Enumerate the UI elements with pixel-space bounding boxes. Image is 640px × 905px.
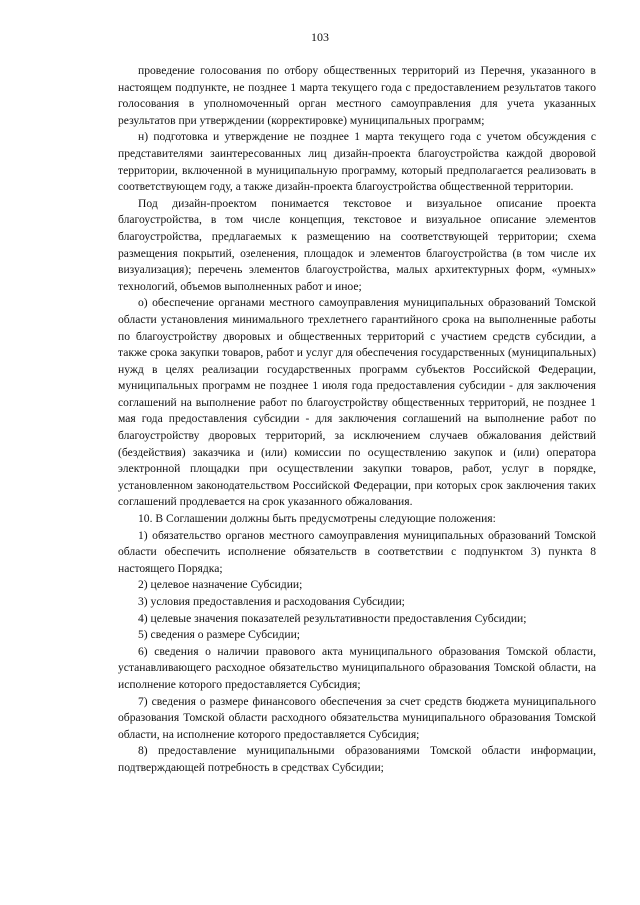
paragraph-clause-7: 7) сведения о размере финансового обеспечения за счет средств бюджета муниципального образования Томской области расходного обязательства муниципального образования Томской области, на исполнение которого предоставляется Субсидия; — [118, 694, 596, 741]
paragraph-voting-results: проведение голосования по отбору общественных территорий из Перечня, указанного в настоящем подпункте, не позднее 1 марта текущего года с предоставлением результатов такого голосования в уполномоченный орган местного самоуправления для учета указанных результатов при утверждении (корректировке) муниципальных программ; — [118, 64, 596, 127]
paragraph-clause-3: 3) условия предоставления и расходования Субсидии; — [138, 595, 405, 608]
paragraph-clause-2: 2) целевое назначение Субсидии; — [138, 578, 303, 592]
page-number: 103 — [311, 30, 329, 44]
paragraph-clause-4: 4) целевые значения показателей результативности предоставления Субсидии; — [138, 611, 527, 625]
paragraph-clause-1: 1) обязательство органов местного самоуправления муниципальных образований Томской области обеспечить исполнение обязательств в соответствии с подпунктом 3) пункта 8 настоящего Порядка; — [118, 528, 596, 575]
paragraph-section-10: 10. В Соглашении должны быть предусмотрены следующие положения: — [138, 512, 496, 526]
document-body — [118, 63, 596, 777]
paragraph-clause-6: 6) сведения о наличии правового акта муниципального образования Томской области, устанавливающего расходное обязательство муниципального образования Томской области, на исполнение которого предоставляется Субсидия; — [118, 644, 596, 691]
paragraph-item-o: о) обеспечение органами местного самоуправления муниципальных образований Томской области установления минимального трехлетнего гарантийного срока на выполненные работы по благоустройству дворовых и общественных территорий с участием средств субсидии, а также срока закупки товаров, работ и услуг для обеспечения государственных (муниципальных) нужд в целях реализации государственных программ субъектов Российской Федерации, муниципальных программ не позднее 1 июля года предоставления субсидии - для заключения соглашений на выполнение работ по благоустройству общественных территорий, не позднее 1 мая года предоставления субсидии - для заключения соглашений на выполнение работ по благоустройству дворовых территорий, за исключением случаев обжалования действий (бездействия) заказчика и (или) комиссии по осуществлению закупок и (или) оператора электронной площадки при осуществлении закупки товаров, работ, услуг в порядке, установленном законодательством Российской Федерации, при которых срок заключения таких соглашений продлевается на срок указанного обжалования. — [118, 296, 596, 509]
paragraph-clause-8: 8) предоставление муниципальными образованиями Томской области информации, подтверждающей потребность в средствах Субсидии; — [118, 744, 596, 774]
paragraph-item-n: н) подготовка и утверждение не позднее 1 марта текущего года с учетом обсуждения с представителями заинтересованных лиц дизайн-проекта благоустройства каждой дворовой территории, включенной в муниципальную программу, который предполагается реализовать в соответствующем году, а также дизайн-проекта благоустройства общественной территории. — [118, 130, 596, 194]
paragraph-clause-5: 5) сведения о размере Субсидии; — [138, 628, 301, 642]
paragraph-design-project-definition: Под дизайн-проектом понимается текстовое и визуальное описание проекта благоустройства, в том числе концепция, текстовое и визуальное описание элементов благоустройства, предлагаемых к размещению на соответствующей территории; схема размещения покрытий, озеленения, площадок и элементов благоустройства (в том числе их визуализация); перечень элементов благоустройства, малых архитектурных форм, «умных» технологий, объемов выполненных работ и иное; — [118, 196, 596, 293]
